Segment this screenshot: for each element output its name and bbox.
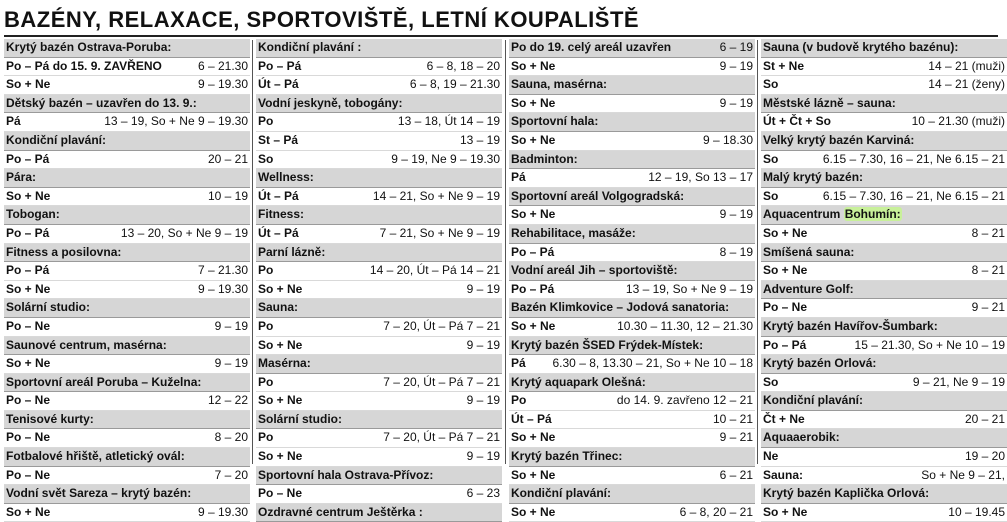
hours-value: 6.15 – 7.30, 16 – 21, Ne 6.15 – 21 — [822, 151, 1005, 166]
hours-value: 13 – 19 — [459, 132, 500, 147]
hours-row — [509, 429, 755, 448]
hours-value: 8 – 21 — [971, 225, 1005, 240]
venue-heading — [256, 355, 502, 374]
page-title: BAZÉNY, RELAXACE, SPORTOVIŠTĚ, LETNÍ KOUPALIŠTĚ — [4, 7, 640, 32]
days-label: So + Ne — [763, 225, 808, 240]
hours-value: 9 – 21, Ne 9 – 19 — [912, 374, 1005, 389]
hours-row — [761, 262, 1007, 281]
hours-value: 10 – 19 — [207, 188, 248, 203]
hours-row — [761, 58, 1007, 77]
hours-row — [509, 95, 755, 114]
hours-value: 20 – 21 — [964, 411, 1005, 426]
hours-row — [509, 58, 755, 77]
venue-heading — [256, 467, 502, 486]
hours-row — [256, 429, 502, 448]
venue-name: Kondiční plavání: — [511, 486, 612, 501]
hours-value: 19 – 20 — [964, 449, 1005, 464]
venue-name: Sportovní areál Poruba – Kuželna: — [6, 374, 202, 389]
days-label: So + Ne — [511, 95, 556, 110]
venue-heading — [509, 299, 755, 318]
hours-row — [256, 151, 502, 170]
venue-name: Rehabilitace, masáže: — [511, 225, 636, 240]
column-divider — [505, 40, 506, 464]
venue-heading — [761, 355, 1007, 374]
venue-heading — [4, 169, 250, 188]
days-label: Po – Pá — [6, 151, 50, 166]
venue-name: Adventure Golf: — [763, 281, 854, 296]
venue-name: Po do 19. celý areál uzavřen — [511, 40, 672, 54]
hours-row — [509, 244, 755, 263]
days-label: Út – Pá — [258, 225, 299, 240]
hours-row — [509, 504, 755, 522]
hours-row — [509, 467, 755, 486]
venue-heading — [761, 485, 1007, 504]
venue-heading — [761, 281, 1007, 300]
venue-heading — [509, 151, 755, 170]
venue-name: Aquaaerobik: — [763, 430, 840, 445]
hours-row — [4, 355, 250, 374]
days-label: So — [763, 374, 779, 389]
days-label: Pá — [511, 356, 526, 371]
days-label: So + Ne — [511, 132, 556, 147]
hours-row — [256, 76, 502, 95]
days-label: So — [258, 151, 274, 166]
venue-heading — [4, 95, 250, 114]
venue-name: Krytý bazén Havířov-Šumbark: — [763, 318, 938, 333]
days-label: So + Ne — [6, 77, 51, 92]
days-label: So + Ne — [258, 393, 303, 408]
days-label: Po – Pá — [6, 225, 50, 240]
venue-name: Malý krytý bazén: — [763, 170, 864, 185]
hours-value: 10 – 19.45 — [948, 504, 1005, 519]
hours-value: 10 – 21 — [712, 411, 753, 426]
hours-value: 7 – 21.30 — [197, 263, 248, 278]
column-divider — [252, 40, 253, 464]
hours-row — [761, 374, 1007, 393]
days-label: Po – Pá — [511, 244, 555, 259]
column-3 — [509, 39, 755, 522]
venue-heading — [256, 504, 502, 522]
column-2 — [256, 39, 502, 522]
hours-value: 9 – 19 — [466, 281, 500, 296]
hours-value: 7 – 20, Út – Pá 7 – 21 — [383, 430, 500, 445]
venue-name: Fitness: — [258, 207, 305, 222]
hours-value: 9 – 19 — [466, 337, 500, 352]
days-label: Po — [511, 393, 527, 408]
venue-name: Krytý bazén ŠSED Frýdek-Místek: — [511, 337, 704, 352]
days-label: Po – Ne — [6, 393, 51, 408]
hours-row — [4, 188, 250, 207]
venue-heading — [4, 132, 250, 151]
hours-value: 7 – 20, Út – Pá 7 – 21 — [383, 374, 500, 389]
days-label: So — [763, 151, 779, 166]
days-label: So + Ne — [258, 337, 303, 352]
hours-row — [4, 76, 250, 95]
hours-row — [256, 58, 502, 77]
hours-row — [761, 225, 1007, 244]
hours-row — [509, 355, 755, 374]
hours-value: 9 – 19 — [466, 393, 500, 408]
venue-heading — [4, 206, 250, 225]
venue-heading — [4, 448, 250, 467]
hours-row — [256, 318, 502, 337]
venue-heading — [509, 374, 755, 393]
hours-value: 6 – 23 — [466, 486, 500, 501]
venue-name: Kondiční plavání: — [763, 393, 864, 408]
hours-value: 9 – 19 — [719, 207, 753, 222]
venue-heading — [4, 39, 250, 58]
hours-row — [761, 411, 1007, 430]
hours-value: 6 – 8, 18 – 20 — [426, 58, 500, 73]
venue-heading — [509, 448, 755, 467]
hours-value: 6 – 19 — [719, 40, 753, 54]
venue-heading — [509, 113, 755, 132]
hours-row — [761, 113, 1007, 132]
hours-row — [4, 151, 250, 170]
hours-value: 14 – 21 (ženy) — [928, 77, 1005, 92]
days-label: So + Ne — [258, 449, 303, 464]
hours-value: 9 – 19 — [719, 58, 753, 73]
days-label: Po – Pá — [258, 58, 302, 73]
days-label: Po — [258, 263, 274, 278]
hours-value: 9 – 18.30 — [702, 132, 753, 147]
hours-value: 7 – 20, Út – Pá 7 – 21 — [383, 318, 500, 333]
venue-heading — [4, 244, 250, 263]
days-label: So + Ne — [763, 263, 808, 278]
hours-value: 14 – 21 (muži) — [928, 58, 1005, 73]
venue-name: Parní lázně: — [258, 244, 326, 259]
venue-name: Krytý bazén Kaplička Orlová: — [763, 486, 930, 501]
hours-value: 9 – 19 — [719, 95, 753, 110]
venue-heading — [4, 374, 250, 393]
venue-heading — [761, 95, 1007, 114]
hours-row — [761, 76, 1007, 95]
hours-row — [4, 281, 250, 300]
days-label: Čt + Ne — [763, 411, 805, 426]
venue-name: Vodní svět Sareza – krytý bazén: — [6, 486, 192, 501]
hours-value: 20 – 21 — [207, 151, 248, 166]
days-label: So + Ne — [511, 504, 556, 519]
venue-heading — [256, 206, 502, 225]
venue-heading — [509, 188, 755, 207]
hours-row — [4, 225, 250, 244]
venue-name: Vodní areál Jih – sportoviště: — [511, 263, 678, 278]
venue-heading — [761, 39, 1007, 58]
hours-value: 9 – 19.30 — [197, 504, 248, 519]
hours-row — [761, 188, 1007, 207]
venue-name: Dětský bazén – uzavřen do 13. 9.: — [6, 95, 197, 110]
venue-heading — [256, 169, 502, 188]
hours-row — [761, 467, 1007, 486]
hours-row — [509, 169, 755, 188]
venue-name: Městské lázně – sauna: — [763, 95, 896, 110]
days-label: Po — [258, 430, 274, 445]
venue-name: Krytý bazén Orlová: — [763, 356, 877, 371]
hours-value: 13 – 18, Út 14 – 19 — [397, 114, 500, 129]
highlighted-text: Bohumín: — [844, 207, 901, 222]
days-label: So + Ne — [6, 188, 51, 203]
hours-value: 6.15 – 7.30, 16 – 21, Ne 6.15 – 21 — [822, 188, 1005, 203]
venue-heading — [761, 169, 1007, 188]
hours-value: 13 – 19, So + Ne 9 – 19.30 — [104, 114, 248, 129]
hours-value: 9 – 19 — [466, 449, 500, 464]
days-label: Sauna: — [763, 467, 804, 482]
venue-name: Kondiční plavání : — [258, 40, 362, 54]
days-label: So — [763, 188, 779, 203]
days-label: Po – Pá — [511, 281, 555, 296]
venue-heading — [509, 262, 755, 281]
venue-heading — [761, 318, 1007, 337]
hours-value: 7 – 21, So + Ne 9 – 19 — [379, 225, 500, 240]
venue-name: Sportovní hala Ostrava-Přívoz: — [258, 467, 434, 482]
venue-heading — [256, 299, 502, 318]
hours-value: 9 – 19.30 — [197, 77, 248, 92]
hours-row — [761, 151, 1007, 170]
hours-value: 6 – 8, 20 – 21 — [679, 504, 753, 519]
hours-value: 6 – 21.30 — [197, 58, 248, 73]
days-label: So + Ne — [511, 318, 556, 333]
hours-value: 6 – 8, 19 – 21.30 — [409, 77, 500, 92]
column-1 — [4, 39, 250, 522]
venue-name: Badminton: — [511, 151, 578, 166]
hours-row — [256, 485, 502, 504]
hours-row — [256, 374, 502, 393]
hours-row — [256, 448, 502, 467]
venue-name: Krytý bazén Ostrava-Poruba: — [6, 40, 172, 54]
days-label: Po – Pá — [763, 337, 807, 352]
days-label: So + Ne — [511, 207, 556, 222]
days-label: So + Ne — [6, 356, 51, 371]
days-label: Po – Ne — [763, 300, 808, 315]
venue-heading — [256, 411, 502, 430]
days-label: So — [763, 77, 779, 92]
hours-value: 15 – 21.30, So + Ne 10 – 19 — [854, 337, 1005, 352]
hours-row — [4, 262, 250, 281]
column-4 — [761, 39, 1007, 522]
hours-value: 9 – 21 — [971, 300, 1005, 315]
venue-name: Wellness: — [258, 170, 314, 185]
venue-heading — [256, 39, 502, 58]
days-label: Po – Pá — [6, 263, 50, 278]
hours-row — [761, 299, 1007, 318]
days-label: Po — [258, 114, 274, 129]
days-label: So + Ne — [763, 504, 808, 519]
hours-value: 13 – 19, So + Ne 9 – 19 — [625, 281, 753, 296]
venue-name: Saunové centrum, masérna: — [6, 337, 167, 352]
hours-value: 9 – 19 — [214, 356, 248, 371]
days-label: Pá — [511, 170, 526, 185]
days-label: Po – Ne — [6, 467, 51, 482]
venue-name: Velký krytý bazén Karviná: — [763, 132, 915, 147]
venue-heading — [509, 76, 755, 95]
venue-name: Smíšená sauna: — [763, 244, 855, 259]
hours-row — [256, 188, 502, 207]
days-label: So + Ne — [511, 467, 556, 482]
venue-heading — [761, 392, 1007, 411]
days-label: Po – Ne — [6, 430, 51, 445]
hours-row — [509, 132, 755, 151]
venue-name: Solární studio: — [6, 300, 90, 315]
venue-heading — [509, 225, 755, 244]
hours-row — [761, 337, 1007, 356]
hours-row — [4, 504, 250, 522]
hours-row — [761, 448, 1007, 467]
hours-value: 8 – 21 — [971, 263, 1005, 278]
days-label: Po – Pá do 15. 9. ZAVŘENO — [6, 58, 162, 73]
venue-heading — [4, 299, 250, 318]
hours-row — [4, 58, 250, 77]
days-label: Ne — [763, 449, 779, 464]
hours-row — [256, 262, 502, 281]
hours-row — [256, 281, 502, 300]
days-label: Pá — [6, 114, 21, 129]
venue-heading — [761, 244, 1007, 263]
hours-value: 10.30 – 11.30, 12 – 21.30 — [617, 318, 753, 333]
hours-row — [509, 206, 755, 225]
venue-heading — [4, 485, 250, 504]
venue-name: Kondiční plavání: — [6, 132, 107, 147]
venue-heading — [4, 411, 250, 430]
hours-value: 8 – 20 — [214, 430, 248, 445]
title-divider — [4, 35, 998, 37]
days-label: So + Ne — [511, 58, 556, 73]
hours-value: do 14. 9. zavřeno 12 – 21 — [616, 393, 753, 408]
venue-name: Solární studio: — [258, 411, 342, 426]
venue-heading — [4, 337, 250, 356]
days-label: Út + Čt + So — [763, 114, 832, 129]
venue-heading — [761, 429, 1007, 448]
hours-row — [4, 113, 250, 132]
days-label: Út – Pá — [258, 188, 299, 203]
venue-name: Krytý aquapark Olešná: — [511, 374, 646, 389]
venue-heading — [256, 95, 502, 114]
hours-value: 12 – 19, So 13 – 17 — [648, 170, 753, 185]
venue-name: Sauna: — [258, 300, 299, 315]
hours-row — [256, 225, 502, 244]
column-divider — [757, 40, 758, 464]
hours-value: 14 – 20, Út – Pá 14 – 21 — [369, 263, 500, 278]
hours-row — [4, 318, 250, 337]
hours-value: 12 – 22 — [207, 393, 248, 408]
venue-heading — [256, 244, 502, 263]
days-label: Po — [258, 318, 274, 333]
days-label: Út – Pá — [511, 411, 552, 426]
hours-value: So + Ne 9 – 21, — [921, 467, 1005, 482]
venue-heading — [509, 337, 755, 356]
hours-row — [256, 392, 502, 411]
hours-value: 9 – 21 — [719, 430, 753, 445]
days-label: So + Ne — [258, 281, 303, 296]
venue-name: Vodní jeskyně, tobogány: — [258, 95, 403, 110]
hours-row — [4, 429, 250, 448]
hours-row — [4, 392, 250, 411]
days-label: Po – Ne — [258, 486, 303, 501]
venue-name: Krytý bazén Třinec: — [511, 449, 623, 464]
venue-name: Bazén Klimkovice – Jodová sanatoria: — [511, 300, 730, 315]
days-label: St + Ne — [763, 58, 805, 73]
venue-name: Sauna, masérna: — [511, 77, 608, 92]
hours-row — [256, 113, 502, 132]
hours-value: 9 – 19, Ne 9 – 19.30 — [391, 151, 500, 166]
days-label: Po — [258, 374, 274, 389]
venue-name: Pára: — [6, 170, 37, 185]
hours-row — [761, 504, 1007, 522]
hours-row — [509, 318, 755, 337]
hours-value: 9 – 19.30 — [197, 281, 248, 296]
venue-name: Tenisové kurty: — [6, 411, 94, 426]
days-label: So + Ne — [6, 504, 51, 519]
venue-name: Sportovní hala: — [511, 114, 599, 129]
hours-row — [509, 392, 755, 411]
hours-row — [509, 411, 755, 430]
hours-row — [256, 337, 502, 356]
venue-name: Ozdravné centrum Ještěrka : — [258, 504, 423, 519]
venue-name: Sauna (v budově krytého bazénu): — [763, 40, 959, 54]
venue-heading — [509, 39, 755, 58]
days-label: St – Pá — [258, 132, 299, 147]
venue-name: Tobogan: — [6, 207, 60, 222]
venue-name: Fitness a posilovna: — [6, 244, 122, 259]
hours-value: 14 – 21, So + Ne 9 – 19 — [372, 188, 500, 203]
venue-heading — [761, 206, 1007, 225]
days-label: So + Ne — [6, 281, 51, 296]
hours-value: 7 – 20 — [214, 467, 248, 482]
venue-heading — [509, 485, 755, 504]
days-label: Po – Ne — [6, 318, 51, 333]
hours-row — [4, 467, 250, 486]
days-label: Út – Pá — [258, 77, 299, 92]
hours-row — [256, 132, 502, 151]
venue-heading — [761, 132, 1007, 151]
hours-value: 13 – 20, So + Ne 9 – 19 — [120, 225, 248, 240]
venue-name: Fotbalové hřiště, atletický ovál: — [6, 449, 185, 464]
hours-value: 9 – 19 — [214, 318, 248, 333]
hours-value: 8 – 19 — [719, 244, 753, 259]
venue-name: Masérna: — [258, 356, 311, 371]
hours-value: 10 – 21.30 (muži) — [911, 114, 1005, 129]
venue-name: Aquacentrum — [763, 207, 844, 222]
hours-value: 6.30 – 8, 13.30 – 21, So + Ne 10 – 18 — [552, 356, 753, 371]
hours-row — [509, 281, 755, 300]
days-label: So + Ne — [511, 430, 556, 445]
venue-name: Sportovní areál Volgogradská: — [511, 188, 685, 203]
hours-value: 6 – 21 — [719, 467, 753, 482]
